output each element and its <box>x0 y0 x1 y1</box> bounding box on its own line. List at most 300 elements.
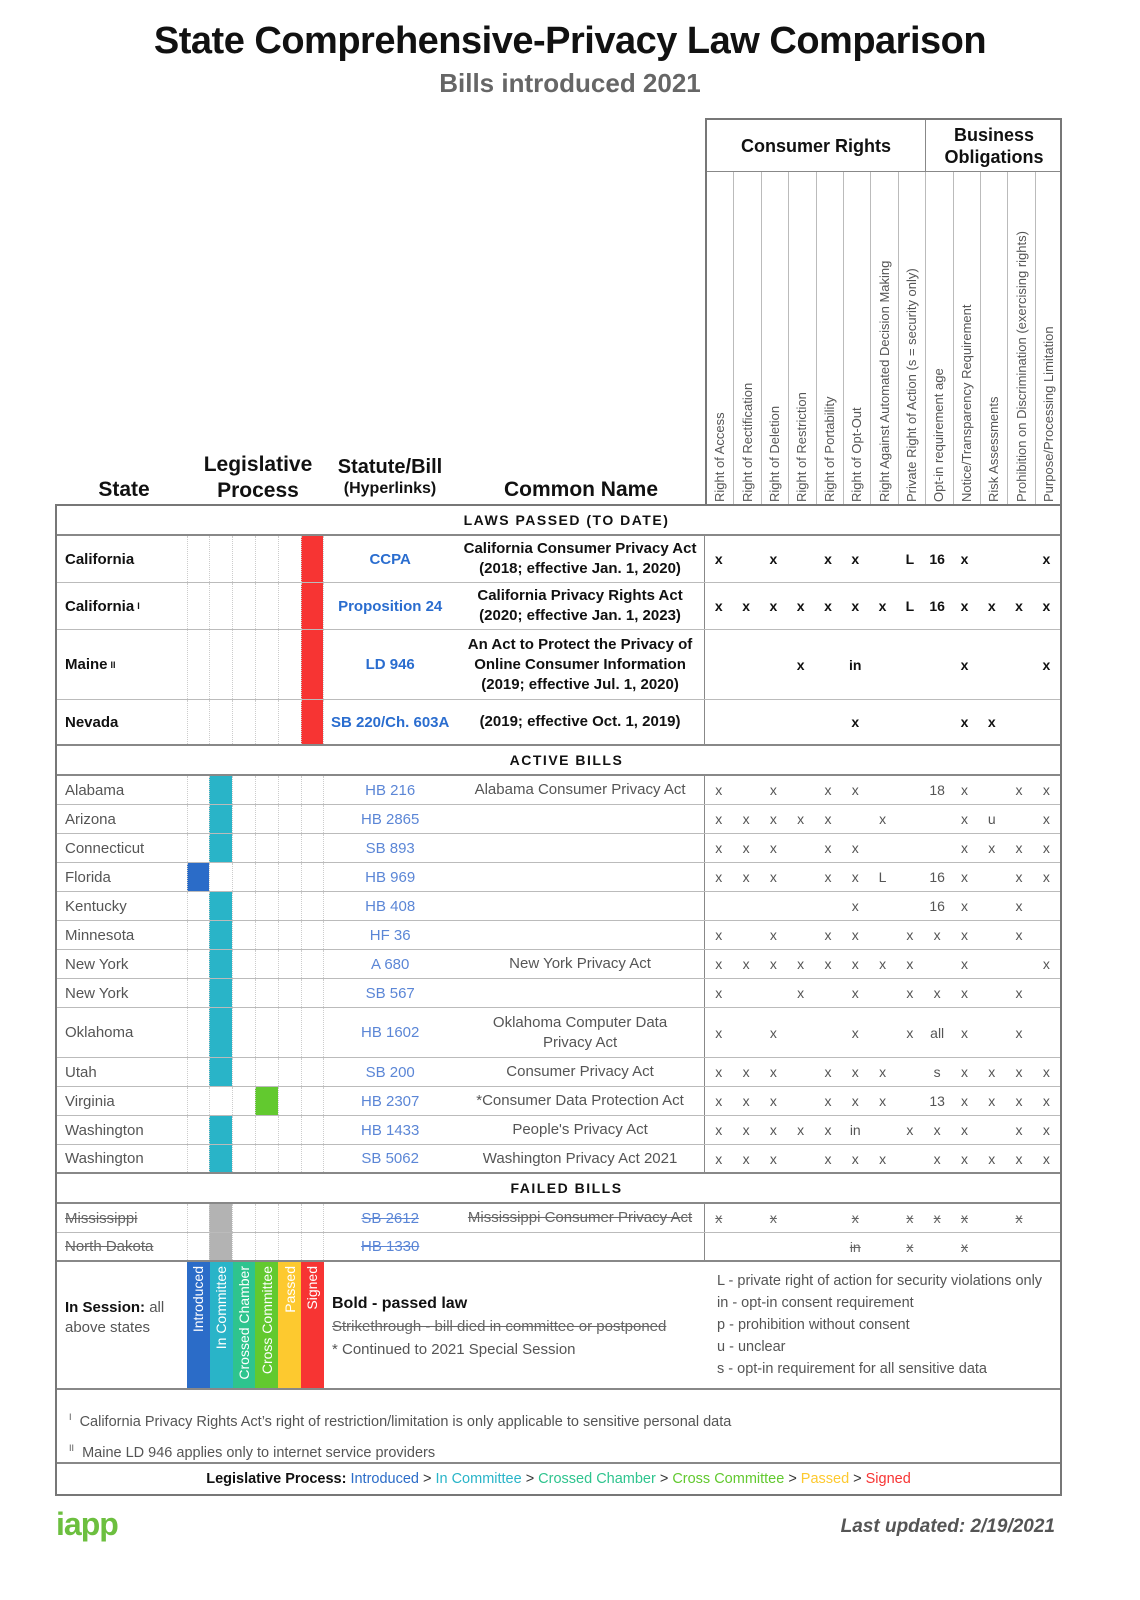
mark-cell: x <box>769 1064 777 1080</box>
bill-link[interactable]: SB 893 <box>323 834 456 862</box>
state-name: Virginia <box>65 1092 115 1110</box>
mark-cell: x <box>1015 1150 1023 1167</box>
state-name: Washington <box>65 1121 144 1139</box>
column-header: Right of Rectification <box>734 172 761 506</box>
mark-cell: x <box>742 840 750 856</box>
common-name <box>456 834 705 862</box>
process-indicator <box>187 1204 324 1232</box>
legislative-process-line: Legislative Process: Introduced > In Committee > Crossed Chamber > Cross Committee > Passed > Signed <box>57 1464 1060 1496</box>
bill-link[interactable]: HB 2865 <box>323 805 456 833</box>
table-row <box>57 776 1060 805</box>
process-indicator <box>187 921 324 949</box>
process-indicator <box>187 1233 324 1260</box>
common-name: New York Privacy Act <box>456 950 705 978</box>
mark-cell: x <box>742 1064 750 1080</box>
mark-cell: x <box>851 1150 859 1167</box>
column-header: Purpose/Processing Limitation <box>1041 326 1057 502</box>
process-indicator <box>187 536 324 582</box>
mark-cell: x <box>879 1064 887 1080</box>
mark-cell: x <box>715 956 723 972</box>
mark-cell: x <box>742 1150 750 1167</box>
mark-cell <box>787 1145 814 1172</box>
mark-cell <box>732 892 759 920</box>
mark-cell <box>869 921 896 949</box>
process-indicator <box>187 583 324 629</box>
mark-cell: x <box>960 1238 968 1255</box>
mark-cell <box>869 700 896 744</box>
stage-marker <box>209 805 232 833</box>
mark-cell: x <box>742 956 750 972</box>
mark-cell: x <box>769 551 778 567</box>
mark-cell: x <box>960 1093 968 1109</box>
bill-link[interactable]: Proposition 24 <box>323 583 456 629</box>
mark-cell: x <box>1042 1150 1050 1167</box>
mark-cell: 16 <box>929 551 945 567</box>
process-indicator <box>187 776 324 804</box>
mark-cell <box>732 536 759 582</box>
table-row <box>57 950 1060 979</box>
mark-cell: x <box>906 927 914 943</box>
mark-cell <box>732 1233 759 1260</box>
mark-cell: L <box>905 551 915 567</box>
table-row <box>57 892 1060 921</box>
mark-cell <box>896 834 923 862</box>
mark-cell: x <box>715 1064 723 1080</box>
bill-link[interactable]: SB 5062 <box>323 1145 456 1172</box>
mark-cell: in <box>849 1238 861 1255</box>
mark-cell: x <box>1042 840 1050 856</box>
table-row <box>57 536 1060 583</box>
mark-cell: x <box>960 956 968 972</box>
mark-cell: in <box>849 656 862 673</box>
mark-cell <box>1005 805 1032 833</box>
mark-cell: x <box>960 782 968 798</box>
process-indicator <box>187 1145 324 1172</box>
mark-cell: x <box>1015 927 1023 943</box>
mark-cell: x <box>824 782 832 798</box>
mark-cell <box>869 776 896 804</box>
mark-cell: x <box>742 811 750 827</box>
mark-cell: x <box>1015 1064 1023 1080</box>
footnotes <box>57 1390 1060 1464</box>
mark-cell: x <box>824 869 832 885</box>
common-name <box>456 863 705 891</box>
comparison-table <box>55 504 1062 1496</box>
mark-cell: x <box>851 927 859 943</box>
common-name: Mississippi Consumer Privacy Act <box>456 1204 705 1232</box>
rights-header <box>705 118 1062 504</box>
mark-cell: x <box>960 985 968 1001</box>
table-row <box>57 1233 1060 1262</box>
process-indicator <box>187 834 324 862</box>
state-name: California I <box>65 597 140 615</box>
mark-cell: x <box>1042 656 1051 673</box>
mark-cell <box>814 979 841 1007</box>
mark-cell <box>732 700 759 744</box>
mark-cell: x <box>906 1238 914 1255</box>
mark-cell: x <box>824 598 832 614</box>
mark-cell: x <box>714 598 723 614</box>
mark-cell: x <box>824 927 832 943</box>
mark-cell <box>705 892 732 920</box>
table-row <box>57 1145 1060 1174</box>
mark-cell: x <box>879 1093 887 1109</box>
mark-cell: x <box>1042 869 1050 885</box>
mark-cell <box>705 1233 732 1260</box>
table-row <box>57 583 1060 630</box>
legend-style-notes: Bold - passed law Strikethrough - bill died in committee or postponed * Continued to 2021 Special Session <box>332 1295 667 1358</box>
mark-cell: x <box>769 782 777 798</box>
stage-marker <box>209 1008 232 1057</box>
mark-cell: x <box>851 714 860 730</box>
mark-cell <box>1033 1008 1060 1057</box>
mark-cell: x <box>933 1210 941 1226</box>
mark-cell: x <box>960 1122 968 1138</box>
mark-cell: x <box>960 656 969 673</box>
mark-cell <box>978 892 1005 920</box>
process-indicator <box>187 805 324 833</box>
bill-link[interactable]: HB 2307 <box>323 1087 456 1115</box>
mark-cell <box>924 950 951 978</box>
column-header: Opt-in requirement age <box>926 172 953 506</box>
mark-cell <box>1005 536 1032 582</box>
mark-cell: x <box>1015 869 1023 885</box>
bill-link[interactable]: HB 1330 <box>323 1233 456 1260</box>
mark-cell: 16 <box>929 898 945 914</box>
mark-cell <box>787 892 814 920</box>
mark-cell: x <box>851 956 859 972</box>
mark-cell <box>814 630 841 699</box>
common-name: Alabama Consumer Privacy Act <box>456 776 705 804</box>
mark-cell: x <box>769 1150 777 1167</box>
mark-cell <box>978 776 1005 804</box>
mark-cell: x <box>824 840 832 856</box>
common-name: Washington Privacy Act 2021 <box>456 1145 705 1172</box>
mark-cell: x <box>1015 985 1023 1001</box>
mark-cell: x <box>1042 1122 1050 1138</box>
table-row <box>57 979 1060 1008</box>
section-header: FAILED BILLS <box>57 1174 1060 1204</box>
mark-cell <box>1005 950 1032 978</box>
common-name <box>456 805 705 833</box>
section-header: ACTIVE BILLS <box>57 746 1060 776</box>
stage-marker <box>301 630 324 699</box>
mark-cell: x <box>1015 598 1023 614</box>
mark-cell <box>787 1233 814 1260</box>
mark-cell: x <box>960 598 969 614</box>
state-name: Connecticut <box>65 839 145 857</box>
mark-cell: x <box>960 927 968 943</box>
page-title: State Comprehensive-Privacy Law Comparison <box>153 20 987 62</box>
mark-cell: L <box>905 598 915 614</box>
mark-cell: x <box>851 869 859 885</box>
bill-link[interactable]: SB 200 <box>323 1058 456 1086</box>
mark-cell <box>760 700 787 744</box>
mark-cell <box>814 892 841 920</box>
column-header: Right of Deletion <box>762 172 789 506</box>
column-header: Right Against Automated Decision Making <box>871 172 898 506</box>
mark-cell <box>896 700 923 744</box>
common-name: Oklahoma Computer Data Privacy Act <box>456 1008 705 1057</box>
mark-cell: x <box>906 956 914 972</box>
mark-cell: x <box>960 551 969 567</box>
bill-link[interactable]: LD 946 <box>323 630 456 699</box>
bill-link[interactable]: SB 567 <box>323 979 456 1007</box>
process-indicator <box>187 630 324 699</box>
mark-cell: x <box>824 1064 832 1080</box>
state-name: New York <box>65 955 129 973</box>
bill-link[interactable]: HF 36 <box>323 921 456 949</box>
mark-cell: x <box>742 869 750 885</box>
mark-cell: x <box>1042 811 1050 827</box>
mark-cell: x <box>1042 598 1051 614</box>
bill-link[interactable]: HB 969 <box>323 863 456 891</box>
header-legislative-process: Legislative Process <box>203 453 313 502</box>
mark-cell: x <box>824 1122 832 1138</box>
header-common-name: Common Name <box>503 478 659 501</box>
bill-link[interactable]: SB 220/Ch. 603A <box>323 700 456 744</box>
state-name: California <box>65 550 135 568</box>
mark-cell: x <box>851 840 859 856</box>
mark-cell: x <box>715 1024 723 1041</box>
mark-cell: x <box>906 1024 914 1041</box>
mark-cell: x <box>960 1024 968 1041</box>
process-indicator <box>187 892 324 920</box>
mark-cell <box>787 1204 814 1232</box>
mark-cell: x <box>1042 1093 1050 1109</box>
mark-cell: x <box>715 985 723 1001</box>
stage-marker <box>209 1116 232 1144</box>
table-row <box>57 700 1060 746</box>
table-row <box>57 630 1060 700</box>
section-header: LAWS PASSED (TO DATE) <box>57 506 1060 536</box>
mark-cell: x <box>715 927 723 943</box>
column-header: Right of Portability <box>817 172 844 506</box>
mark-cell: in <box>849 1122 861 1138</box>
mark-cell: x <box>960 840 968 856</box>
mark-cell: x <box>797 811 805 827</box>
state-name: Arizona <box>65 810 116 828</box>
stage-marker <box>255 1087 278 1115</box>
mark-cell: x <box>960 869 968 885</box>
process-indicator <box>187 1116 324 1144</box>
process-indicator <box>187 863 324 891</box>
legend-stage-passed: Passed <box>278 1262 301 1388</box>
mark-cell: x <box>988 1064 996 1080</box>
mark-cell: x <box>824 1093 832 1109</box>
mark-cell <box>732 921 759 949</box>
mark-cell <box>787 1008 814 1057</box>
header-state: State <box>98 478 150 501</box>
mark-cell <box>978 536 1005 582</box>
bill-link[interactable]: A 680 <box>323 950 456 978</box>
stage-marker <box>209 834 232 862</box>
table-row <box>57 834 1060 863</box>
legend-stage-in-committee: In Committee <box>210 1262 233 1388</box>
last-updated: Last updated: 2/19/2021 <box>840 1516 1055 1537</box>
mark-cell <box>732 979 759 1007</box>
legend <box>57 1262 1060 1390</box>
process-stage-label: Passed <box>800 1471 850 1487</box>
mark-cell <box>896 805 923 833</box>
in-session-note: In Session: all above states <box>65 1299 165 1336</box>
mark-cell: x <box>769 956 777 972</box>
column-header: Right of Opt-Out <box>844 172 871 506</box>
column-header: Prohibition on Discrimination (exercising rights) <box>1008 172 1035 506</box>
mark-cell <box>1005 1233 1032 1260</box>
legend-stage-cross-committee: Cross Committee <box>255 1262 278 1388</box>
mark-cell <box>1033 1204 1060 1232</box>
mark-cell: x <box>769 598 778 614</box>
page-subtitle: Bills introduced 2021 <box>439 68 701 98</box>
table-row <box>57 863 1060 892</box>
bill-link[interactable]: SB 2612 <box>323 1204 456 1232</box>
mark-cell <box>760 979 787 1007</box>
mark-cell: x <box>824 551 832 567</box>
mark-cell <box>978 979 1005 1007</box>
process-stage-label: In Committee <box>435 1471 522 1487</box>
legend-stage-crossed-chamber: Crossed Chamber <box>233 1262 256 1388</box>
mark-cell: x <box>1015 898 1023 914</box>
bill-link[interactable]: HB 216 <box>323 776 456 804</box>
mark-cell <box>896 1087 923 1115</box>
process-indicator <box>187 700 324 744</box>
column-header: Risk Assessments <box>981 172 1008 506</box>
stage-marker <box>209 776 232 804</box>
stage-marker <box>301 536 324 582</box>
table-row <box>57 1087 1060 1116</box>
mark-cell: x <box>769 869 777 885</box>
mark-cell <box>978 921 1005 949</box>
mark-cell <box>1005 700 1032 744</box>
common-name: California Privacy Rights Act (2020; effective Jan. 1, 2023) <box>456 583 705 629</box>
mark-cell <box>1033 700 1060 744</box>
mark-cell: x <box>906 1210 914 1226</box>
column-header: Notice/Transparency Requirement <box>954 172 981 506</box>
table-row <box>57 1008 1060 1058</box>
mark-cell <box>1033 921 1060 949</box>
state-name: Oklahoma <box>65 1024 134 1041</box>
mark-cell: x <box>824 956 832 972</box>
mark-cell <box>896 892 923 920</box>
mark-cell: x <box>715 811 723 827</box>
mark-cell: x <box>851 598 860 614</box>
mark-cell <box>787 700 814 744</box>
mark-cell: x <box>796 598 805 614</box>
mark-cell: x <box>769 1210 777 1226</box>
mark-cell <box>869 1204 896 1232</box>
mark-cell <box>814 1204 841 1232</box>
mark-cell: x <box>715 1093 723 1109</box>
mark-cell: x <box>1042 956 1050 972</box>
mark-cell <box>896 776 923 804</box>
mark-cell: x <box>988 840 996 856</box>
state-name: Utah <box>65 1063 97 1081</box>
mark-cell: x <box>851 1210 859 1226</box>
mark-cell: x <box>715 1122 723 1138</box>
state-name: New York <box>65 984 129 1002</box>
mark-cell: x <box>715 1210 723 1226</box>
mark-cell <box>978 1204 1005 1232</box>
mark-cell <box>869 1008 896 1057</box>
process-indicator <box>187 1087 324 1115</box>
mark-cell: x <box>988 1150 996 1167</box>
stage-marker <box>301 700 324 744</box>
mark-cell <box>1033 979 1060 1007</box>
mark-cell: x <box>879 956 887 972</box>
footnote-marker: I <box>137 601 140 611</box>
bill-link[interactable]: HB 1602 <box>323 1008 456 1057</box>
mark-cell <box>869 979 896 1007</box>
mark-cell: x <box>1042 1064 1050 1080</box>
mark-cell <box>814 1008 841 1057</box>
mark-cell <box>732 776 759 804</box>
table-row <box>57 921 1060 950</box>
column-header: Right of Access <box>707 172 734 506</box>
mark-cell: x <box>933 1150 941 1167</box>
mark-cell: x <box>1015 840 1023 856</box>
mark-cell: x <box>960 811 968 827</box>
mark-cell <box>924 630 951 699</box>
mark-cell <box>924 1233 951 1260</box>
mark-cell: x <box>851 1024 859 1041</box>
stage-marker <box>209 921 232 949</box>
mark-cell: x <box>879 811 887 827</box>
state-name: Washington <box>65 1150 144 1167</box>
mark-cell: x <box>769 1024 777 1041</box>
mark-cell: x <box>1042 551 1051 567</box>
bill-link[interactable]: CCPA <box>323 536 456 582</box>
mark-cell: x <box>1015 1210 1023 1226</box>
mark-cell <box>760 1233 787 1260</box>
mark-cell: x <box>851 898 859 914</box>
mark-cell: x <box>1015 782 1023 798</box>
mark-cell <box>1033 1233 1060 1260</box>
group-consumer-rights: Consumer Rights <box>707 120 926 172</box>
mark-cell <box>869 834 896 862</box>
common-name: (2019; effective Oct. 1, 2019) <box>456 700 705 744</box>
mark-cell <box>924 834 951 862</box>
mark-cell: x <box>851 782 859 798</box>
mark-cell: x <box>714 551 723 567</box>
mark-cell: x <box>960 1210 968 1226</box>
mark-cell: x <box>742 598 750 614</box>
bill-link[interactable]: HB 408 <box>323 892 456 920</box>
mark-cell <box>869 1233 896 1260</box>
state-name: North Dakota <box>65 1238 154 1255</box>
mark-cell: x <box>879 1150 887 1167</box>
mark-cell: 16 <box>929 598 945 614</box>
mark-cell: x <box>769 840 777 856</box>
mark-cell <box>869 892 896 920</box>
mark-cell <box>732 1204 759 1232</box>
process-indicator <box>187 1008 324 1057</box>
legend-codes: L - private right of action for security violations only in - opt-in consent requirement p - prohibition without consent u - unclear s - opt-in requirement for all sensitive data <box>717 1273 1043 1377</box>
bill-link[interactable]: HB 1433 <box>323 1116 456 1144</box>
common-name: California Consumer Privacy Act (2018; effective Jan. 1, 2020) <box>456 536 705 582</box>
mark-cell: x <box>988 1093 996 1109</box>
mark-cell: x <box>742 1093 750 1109</box>
state-name: Florida <box>65 868 111 886</box>
mark-cell: x <box>987 714 996 730</box>
group-business-obligations: Business Obligations <box>944 125 1044 167</box>
mark-cell: x <box>987 598 996 614</box>
mark-cell <box>705 630 732 699</box>
state-name: Kentucky <box>65 897 127 915</box>
state-name: Nevada <box>65 713 119 731</box>
mark-cell <box>787 921 814 949</box>
mark-cell: x <box>715 869 723 885</box>
